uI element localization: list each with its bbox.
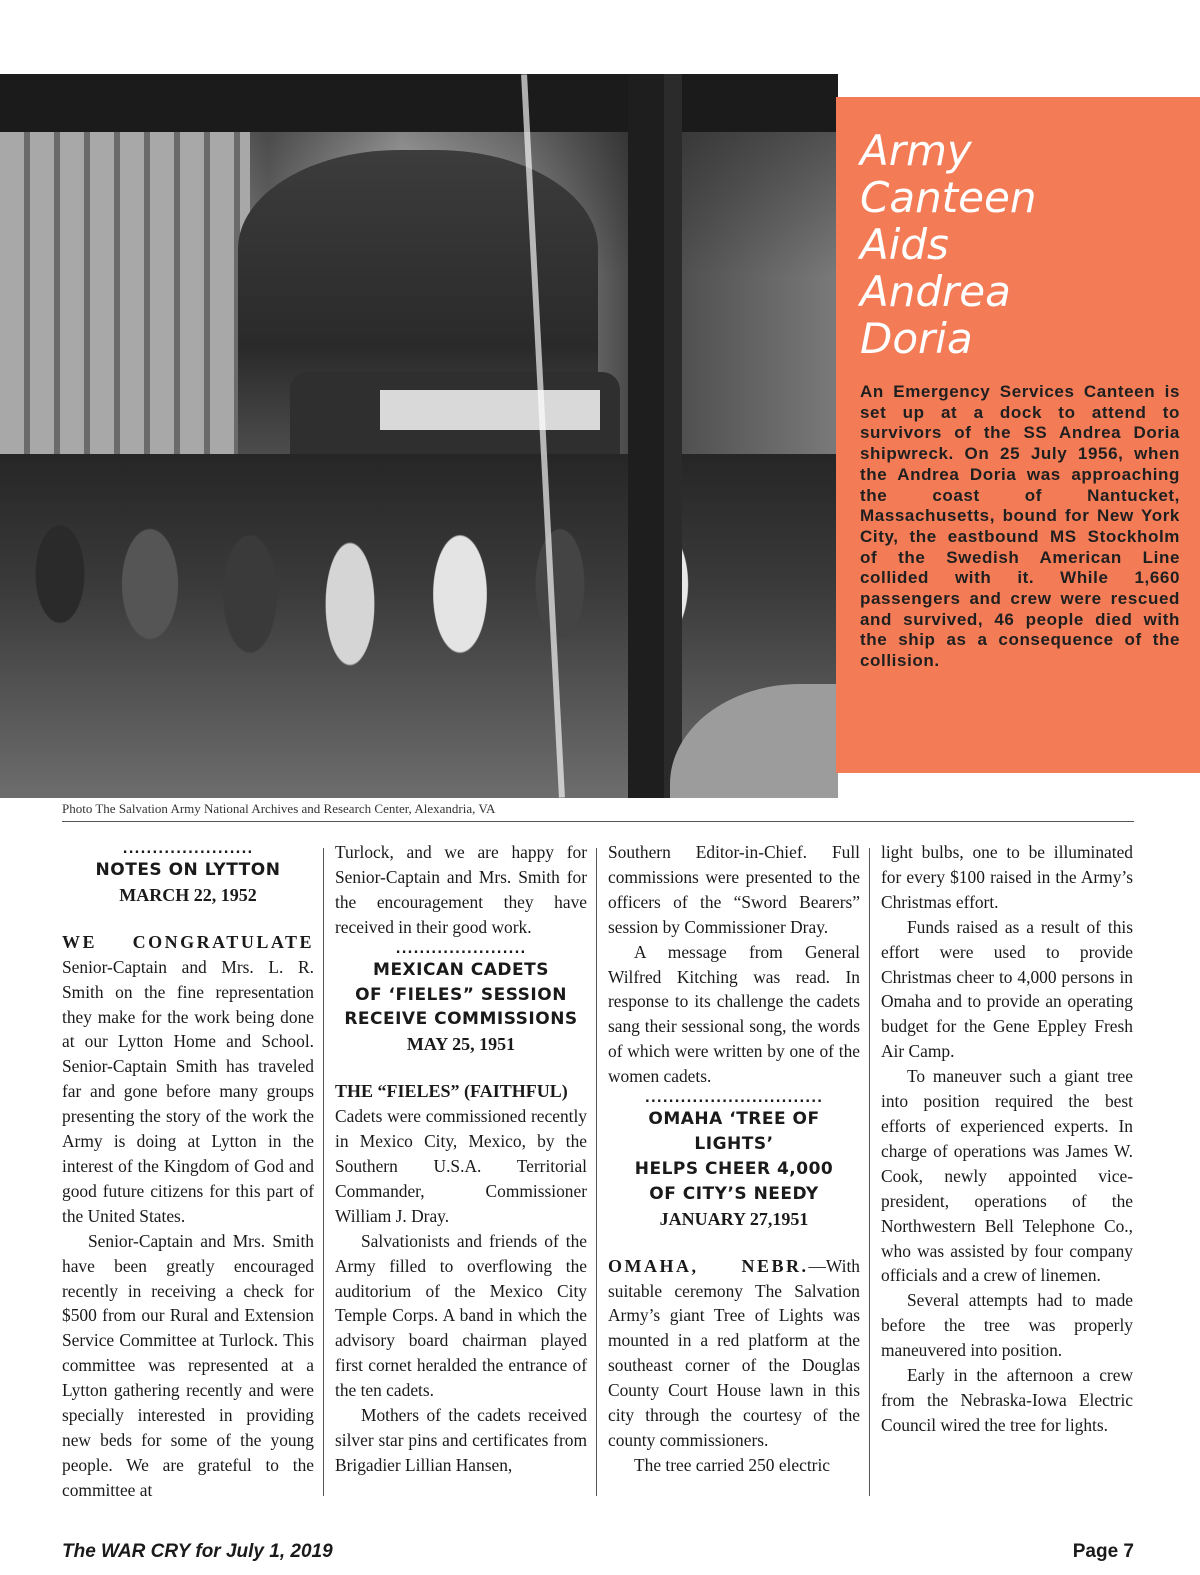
article-paragraph: Senior-Captain and Mrs. Smith have been greatly encouraged recently in receiving a check for $500 from our Rural and Extension Service Committee at Turlock. This committee was represented at a Lytton gathering recently and were specially interested in providing new beds for some of the young people. We are grateful to the committee at [62, 1230, 314, 1500]
horizontal-rule [62, 821, 1134, 822]
paragraph-text: —With suitable ceremony The Salvation Army’s giant Tree of Lights was mounted in a red platform at the southeast corner of the Douglas County Court House lawn in this city through the courtesy of the county commissioners. [608, 1255, 860, 1450]
column-3 [608, 840, 860, 1478]
article-date: JANUARY 27,1951 [659, 1208, 809, 1229]
sidebar-title-line: Doria [860, 314, 973, 363]
article-lead: OMAHA, NEBR. [608, 1255, 809, 1276]
article-headline: RECEIVE COMMISSIONS [344, 1009, 578, 1030]
article-headline: OF ‘FIELES” SESSION [355, 984, 567, 1005]
photo-credit: Photo The Salvation Army National Archives and Research Center, Alexandria, VA [62, 801, 496, 816]
dotted-divider: ...................... [395, 941, 527, 957]
spacer [335, 1057, 587, 1079]
article-lead-text: THE “FIELES” (FAITHFUL) [335, 1081, 568, 1102]
article-headline: OMAHA ‘TREE OF LIGHTS’ [648, 1109, 820, 1154]
paragraph-text: Senior-Captain and Mrs. L. R. Smith on the fine representation they make for the work being done at our Lytton Home and School. Senior-Captain Smith has traveled far and gone before many groups presenting the story of the work the Army is doing at Lytton in the interest of the Kingdom of God and good future citizens for this part of the United States. [62, 956, 314, 1226]
sidebar-title [860, 127, 1180, 362]
column-1 [62, 840, 314, 1503]
sidebar-caption: An Emergency Services Canteen is set up at a dock to attend to survivors of the SS Andrea Doria shipwreck. On 25 July 1956, when the Andrea Doria was approaching the coast of Nantucket, Massachusetts, bound for New York City, the eastbound MS Stockholm of the Swedish American Line collided with it. While 1,660 passengers and crew were rescued and survived, 46 people died with the ship as a consequence of the collision. [860, 382, 1180, 671]
article-paragraph: Several attempts had to made before the tree was properly maneuvered into position. [881, 1290, 1133, 1361]
sidebar-title-line: Andrea [860, 267, 1011, 316]
article-paragraph: A message from General Wilfred Kitching was read. In response to its challenge the cadets sang their sessional song, the words of which were written by one of the women cadets. [608, 941, 860, 1087]
warehouse-building [0, 132, 250, 492]
article-headline: OF CITY’S NEEDY [649, 1183, 819, 1204]
article-paragraph: Salvationists and friends of the Army filled to overflowing the auditorium of the Mexico City Temple Corps. A band in which the advisory board chairman played first cornet heralded the entrance of the ten cadets. [335, 1230, 587, 1401]
article-paragraph: Mothers of the cadets received silver star pins and certificates from Brigadier Lillian Hansen, [335, 1405, 587, 1475]
sidebar-title-line: Army [860, 126, 972, 175]
article-paragraph: Funds raised as a result of this effort were used to provide Christmas cheer to 4,000 persons in Omaha and to provide an operating budget for the Gene Eppley Fresh Air Camp. [881, 916, 1133, 1062]
article-paragraph: Cadets were commissioned recently in Mexico City, Mexico, by the Southern U.S.A. Territorial Commander, Commissioner William J. Dray. [335, 1106, 587, 1226]
article-lead: WE CONGRATULATE [62, 931, 314, 952]
pier-pillar-secondary [664, 74, 682, 798]
article-paragraph: light bulbs, one to be illuminated for every $100 raised in the Army’s Christmas effort. [881, 842, 1133, 912]
dotted-divider: ...................... [122, 842, 254, 857]
article-headline: MEXICAN CADETS [373, 959, 549, 980]
truck-sign [380, 390, 600, 430]
column-divider [323, 848, 324, 1496]
article-paragraph: Southern Editor-in-Chief. Full commissions were presented to the officers of the “Sword Bearers” session by Commissioner Dray. [608, 842, 860, 937]
article-lead [335, 1079, 587, 1104]
article-paragraph [608, 1254, 860, 1453]
article-paragraph: Early in the afternoon a crew from the Nebraska-Iowa Electric Council wired the tree for lights. [881, 1365, 1133, 1435]
article-date: MAY 25, 1951 [406, 1034, 516, 1055]
spacer [608, 1232, 860, 1254]
canteen-photo [0, 74, 838, 798]
spacer [62, 908, 314, 930]
footer-publication: The WAR CRY for July 1, 2019 [62, 1541, 333, 1562]
article-paragraph: Turlock, and we are happy for Senior-Captain and Mrs. Smith for the encouragement they have received in their good work. [335, 842, 587, 937]
article-paragraph: To maneuver such a giant tree into position required the best efforts of experienced experts. In charge of operations was James W. Cook, newly appointed vice-president, operations of the Northwestern Bell Telephone Co., who was assisted by four company officials and a crew of linemen. [881, 1066, 1133, 1286]
dotted-divider: .............................. [644, 1091, 824, 1107]
column-2 [335, 840, 587, 1478]
article-headline: NOTES ON LYTTON [95, 860, 281, 880]
footer-page-number: Page 7 [1072, 1541, 1134, 1562]
column-divider [596, 848, 597, 1496]
article-headline: HELPS CHEER 4,000 [634, 1158, 834, 1179]
article-paragraph [62, 930, 314, 1229]
pier-pillar [628, 74, 668, 798]
sidebar-callout [836, 97, 1200, 773]
column-divider [869, 848, 870, 1496]
column-4 [881, 840, 1133, 1438]
pier-beam [0, 74, 838, 132]
sidebar-title-line: Aids [860, 220, 949, 269]
sidebar-title-line: Canteen [860, 173, 1037, 222]
article-paragraph: The tree carried 250 electric [634, 1454, 831, 1475]
article-date: MARCH 22, 1952 [119, 884, 257, 905]
